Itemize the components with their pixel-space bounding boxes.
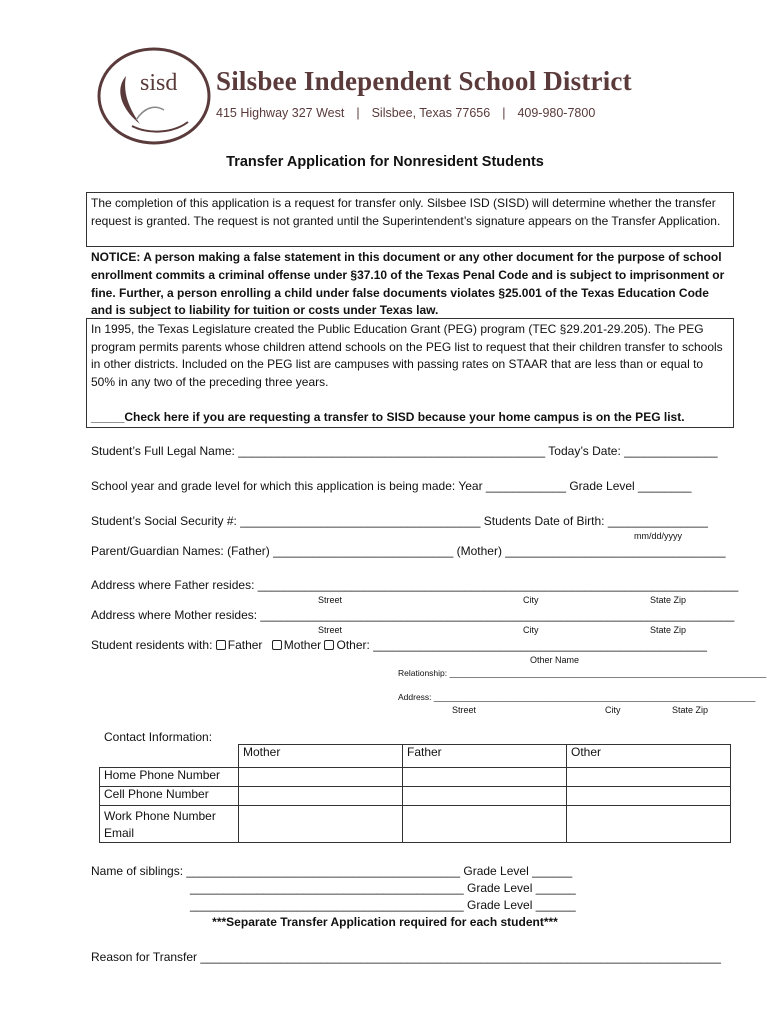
row-label-home-phone: Home Phone Number bbox=[100, 768, 239, 787]
school-year-field[interactable]: School year and grade level for which this application is being made: Year ____________ Grade Level ________ bbox=[91, 479, 692, 493]
resides-with-row bbox=[91, 638, 707, 652]
other-address-field[interactable]: Address: ____________________________________________________________________ bbox=[398, 692, 756, 702]
logo-text: sisd bbox=[140, 70, 178, 96]
table-header-row bbox=[100, 745, 731, 768]
mother-checkbox[interactable] bbox=[272, 640, 282, 650]
district-city: Silsbee, Texas 77656 bbox=[371, 106, 491, 120]
cell-input[interactable] bbox=[403, 787, 567, 806]
father-checkbox[interactable] bbox=[216, 640, 226, 650]
dob-hint: mm/dd/yyyy bbox=[634, 531, 683, 541]
other-option-label: Other: bbox=[336, 638, 370, 652]
table-row bbox=[100, 768, 731, 787]
siblings-row-3 bbox=[190, 898, 576, 912]
father-address-field[interactable]: Address where Father resides: ________________________________________________________________________ bbox=[91, 578, 739, 592]
student-name-field[interactable]: Student’s Full Legal Name: ______________________________________________ Today’s Date: ______________ bbox=[91, 444, 718, 458]
mother-address-field[interactable]: Address where Mother resides: _______________________________________________________________________ bbox=[91, 608, 735, 622]
father-city-hint: City bbox=[523, 595, 539, 605]
sibling-grade-field[interactable]: Grade Level ______ bbox=[466, 881, 576, 895]
siblings-row-1 bbox=[91, 864, 572, 878]
reason-for-transfer-field[interactable]: Reason for Transfer ______________________________________________________________________________ bbox=[91, 950, 721, 964]
other-city-hint: City bbox=[605, 705, 621, 715]
cell-input[interactable] bbox=[403, 806, 567, 843]
district-name: Silsbee Independent School District bbox=[216, 66, 632, 96]
sibling-grade-field[interactable]: Grade Level ______ bbox=[463, 864, 573, 878]
district-contact: 415 Highway 327 West | Silsbee, Texas 77656 | 409-980-7800 bbox=[216, 106, 596, 120]
intro-box bbox=[86, 192, 734, 247]
table-header-blank bbox=[100, 745, 239, 768]
mother-statezip-hint: State Zip bbox=[650, 625, 687, 635]
father-street-hint: Street bbox=[318, 595, 343, 605]
ssn-dob-field[interactable]: Student’s Social Security #: ____________________________________ Students Date of Birth: _______________ bbox=[91, 514, 708, 528]
table-header-mother: Mother bbox=[239, 745, 403, 768]
parent-names-field[interactable]: Parent/Guardian Names: (Father) ___________________________ (Mother) _________________________________ bbox=[91, 544, 726, 558]
separate-application-note: ***Separate Transfer Application required for each student*** bbox=[212, 915, 558, 929]
cell-input[interactable] bbox=[239, 768, 403, 787]
father-option-label: Father bbox=[227, 638, 263, 652]
peg-checkbox-line[interactable]: _____Check here if you are requesting a transfer to SISD because your home campus is on the PEG list. bbox=[91, 410, 685, 424]
father-statezip-hint: State Zip bbox=[650, 595, 687, 605]
cell-input[interactable] bbox=[567, 768, 731, 787]
row-label-work-phone-email: Work Phone Number Email bbox=[100, 806, 239, 843]
sibling-name-field[interactable]: _________________________________________ bbox=[190, 881, 464, 895]
sibling-grade-field[interactable]: Grade Level ______ bbox=[466, 898, 576, 912]
peg-box bbox=[86, 318, 734, 428]
cell-input[interactable] bbox=[403, 768, 567, 787]
intro-text: The completion of this application is a request for transfer only. Silsbee ISD (SISD) will determine whether the transfer request is granted. The request is not granted until the Superintendent’s signature appears on the Transfer Application. bbox=[91, 196, 721, 228]
sibling-name-field[interactable]: _________________________________________ bbox=[186, 864, 461, 878]
table-row bbox=[100, 806, 731, 843]
sibling-name-field[interactable]: _________________________________________ bbox=[190, 898, 464, 912]
table-header-father: Father bbox=[403, 745, 567, 768]
district-street: 415 Highway 327 West bbox=[216, 106, 345, 120]
other-name-field[interactable]: __________________________________________________ bbox=[373, 638, 707, 652]
row-label-cell-phone: Cell Phone Number bbox=[100, 787, 239, 806]
cell-input[interactable] bbox=[567, 787, 731, 806]
peg-text: In 1995, the Texas Legislature created the Public Education Grant (PEG) program (TEC §29.201-29.205). The PEG program permits parents whose children attend schools on the PEG list to request that their children transfer to schools in other districts. Included on the PEG list are campuses with passing rates on STAAR that are less than or equal to 50% in any two of the preceding three years. bbox=[91, 322, 723, 389]
siblings-label: Name of siblings: bbox=[91, 864, 184, 878]
contact-info-label: Contact Information: bbox=[104, 730, 213, 744]
district-phone: 409-980-7800 bbox=[517, 106, 596, 120]
cell-input[interactable] bbox=[239, 806, 403, 843]
other-name-hint: Other Name bbox=[530, 655, 580, 665]
siblings-row-2 bbox=[190, 881, 576, 895]
other-street-hint: Street bbox=[452, 705, 477, 715]
table-header-other: Other bbox=[567, 745, 731, 768]
table-row bbox=[100, 787, 731, 806]
district-logo bbox=[92, 46, 212, 148]
cell-input[interactable] bbox=[239, 787, 403, 806]
cell-input[interactable] bbox=[567, 806, 731, 843]
other-statezip-hint: State Zip bbox=[672, 705, 709, 715]
form-title: Transfer Application for Nonresident Students bbox=[226, 154, 544, 170]
mother-city-hint: City bbox=[523, 625, 539, 635]
other-checkbox[interactable] bbox=[324, 640, 334, 650]
notice-text: NOTICE: A person making a false statement in this document or any other document for the purpose of school enrollment commits a criminal offense under §37.10 of the Texas Penal Code and is subject to imprisonment or fine. Further, a person enrolling a child under false documents violates §25.001 of the Texas Education Code and is subject to liability for tuition or costs under Texas law. bbox=[91, 250, 725, 318]
resides-label: Student residents with: bbox=[91, 638, 213, 652]
relationship-field[interactable]: Relationship: ___________________________________________________________________ bbox=[398, 668, 767, 678]
contact-table bbox=[99, 744, 731, 843]
mother-street-hint: Street bbox=[318, 625, 343, 635]
mother-option-label: Mother bbox=[283, 638, 322, 652]
